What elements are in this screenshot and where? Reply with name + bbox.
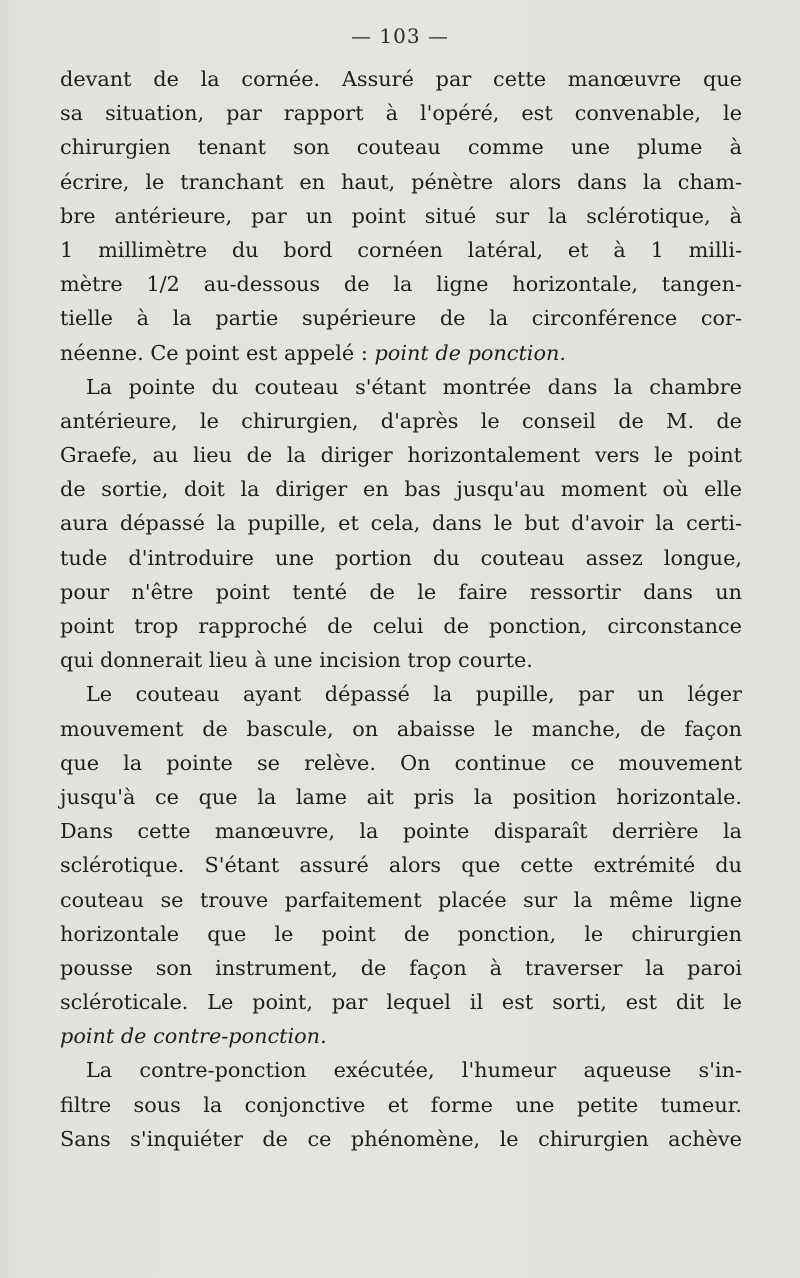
text-line: jusqu'à ce que la lame ait pris la position horizontale. bbox=[60, 784, 742, 809]
text-line: aura dépassé la pupille, et cela, dans le but d'avoir la certi- bbox=[60, 511, 742, 536]
paragraph-start-line: La contre-ponction exécutée, l'humeur aqueuse s'in- bbox=[86, 1058, 742, 1083]
text-line: Sans s'inquiéter de ce phénomène, le chirurgien achève bbox=[60, 1126, 742, 1151]
text-line: tielle à la partie supérieure de la circonférence cor- bbox=[60, 306, 742, 331]
text-line: couteau se trouve parfaitement placée sur la même ligne bbox=[60, 887, 742, 912]
text-line: pour n'être point tenté de le faire ressortir dans un bbox=[60, 579, 742, 604]
text-line: chirurgien tenant son couteau comme une plume à bbox=[60, 135, 742, 160]
paragraph-start-line: La pointe du couteau s'étant montrée dans la chambre bbox=[86, 374, 742, 399]
text-line: que la pointe se relève. On continue ce mouvement bbox=[60, 750, 742, 775]
text-line: devant de la cornée. Assuré par cette manœuvre que bbox=[60, 67, 742, 91]
term-point-de-contre-ponction: point de contre-ponction. bbox=[60, 1024, 327, 1049]
text-line bbox=[60, 336, 742, 370]
text-line bbox=[60, 1019, 742, 1053]
text-line: mètre 1/2 au-dessous de la ligne horizontale, tangen- bbox=[60, 272, 742, 297]
term-point-de-ponction: point de ponction. bbox=[374, 340, 566, 365]
body-text bbox=[60, 62, 742, 1156]
text-line: sa situation, par rapport à l'opéré, est convenable, le bbox=[60, 101, 742, 126]
text-line: bre antérieure, par un point situé sur la sclérotique, à bbox=[60, 203, 742, 228]
text-line: tude d'introduire une portion du couteau assez longue, bbox=[60, 545, 742, 570]
text-line: point trop rapproché de celui de ponction, circonstance bbox=[60, 614, 742, 638]
text-line: sclérotique. S'étant assuré alors que cette extrémité du bbox=[60, 853, 742, 878]
line-text: néenne. Ce point est appelé : bbox=[60, 340, 375, 365]
text-line: mouvement de bascule, on abaisse le manche, de façon bbox=[60, 716, 742, 741]
paragraph-start-line: Le couteau ayant dépassé la pupille, par un léger bbox=[86, 682, 742, 707]
text-line: Graefe, au lieu de la diriger horizontalement vers le point bbox=[60, 443, 742, 468]
text-line: de sortie, doit la diriger en bas jusqu'au moment où elle bbox=[60, 477, 742, 502]
text-line: filtre sous la conjonctive et forme une petite tumeur. bbox=[60, 1092, 742, 1117]
text-line: qui donnerait lieu à une incision trop courte. bbox=[60, 648, 533, 673]
page-number: — 103 — bbox=[351, 24, 449, 48]
text-line: antérieure, le chirurgien, d'après le conseil de M. de bbox=[60, 408, 742, 433]
text-line: écrire, le tranchant en haut, pénètre alors dans la cham- bbox=[60, 169, 742, 194]
text-line: 1 millimètre du bord cornéen latéral, et à 1 milli- bbox=[60, 237, 742, 262]
text-line: pousse son instrument, de façon à traverser la paroi bbox=[60, 955, 742, 980]
text-line: scléroticale. Le point, par lequel il est sorti, est dit le bbox=[60, 990, 742, 1015]
text-line: Dans cette manœuvre, la pointe disparaît derrière la bbox=[60, 819, 742, 844]
text-line: horizontale que le point de ponction, le chirurgien bbox=[60, 921, 742, 946]
